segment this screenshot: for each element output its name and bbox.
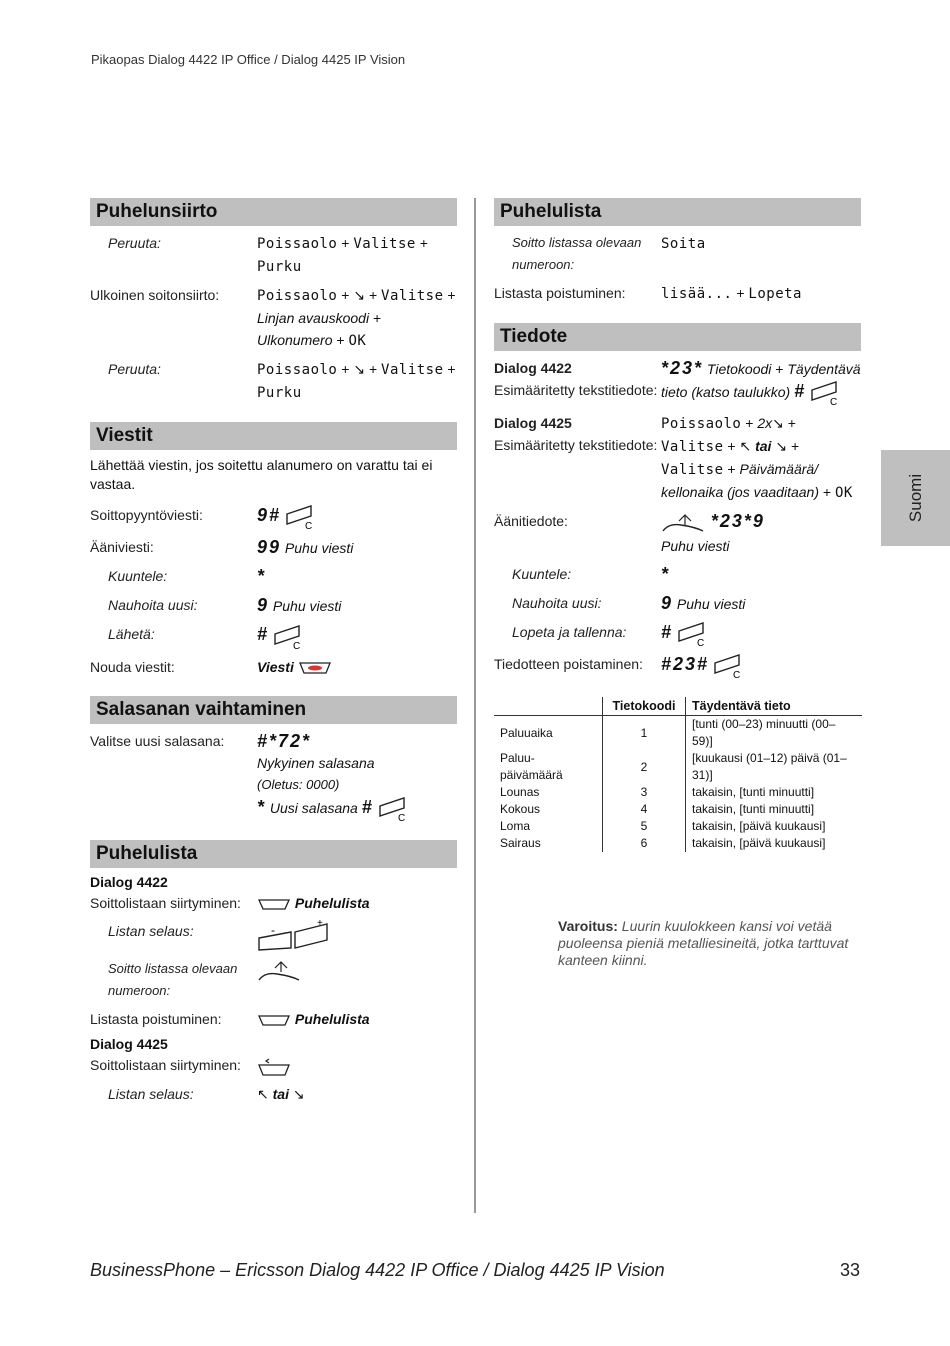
browse-row: Listan selaus: - + xyxy=(90,920,457,952)
svg-text:C: C xyxy=(292,640,301,650)
arrow-down-icon: ↘ xyxy=(775,438,788,455)
arrow-down-icon: ↘ xyxy=(353,361,366,377)
section-title-calllist-right: Puhelulista xyxy=(494,198,861,226)
notice-delete-row: Tiedotteen poistaminen: #23# C xyxy=(494,653,861,679)
table-row: Loma 5 takaisin, [päivä kuukausi] xyxy=(500,819,826,834)
table-row: Paluu-päivämäärä 2 [kuukausi (01–12) päivä (01–31)] xyxy=(500,751,847,783)
arrow-down-icon: ↘ xyxy=(772,415,784,432)
arrow-up-icon: ↖ xyxy=(739,438,752,455)
browse-4425-row: Listan selaus: ↖ tai ↘ xyxy=(108,1086,305,1103)
section-title-notice: Tiedote xyxy=(494,323,861,351)
enter-calllist-row: Soittolistaan siirtyminen: Puhelulista xyxy=(90,894,370,911)
message-key-icon xyxy=(298,660,332,676)
table-row: Kokous 4 takaisin, [tunti minuutti] xyxy=(500,802,815,817)
external-transfer-row: Ulkoinen soitonsiirto: Poissaolo + ↘ + Valitse + Linjan avauskoodi + Ulkonumero + OK xyxy=(90,287,456,349)
table-row: Lounas 3 takaisin, [tunti minuutti] xyxy=(500,785,815,800)
right-column xyxy=(494,198,861,852)
table-row: Paluuaika 1 [tunti (00–23) minuutti (00–59)] xyxy=(500,717,836,749)
call-from-list-row: Soitto listassa olevaan numeroon: xyxy=(90,958,457,1002)
callback-row: Soittopyyntöviesti: 9# C xyxy=(90,504,457,530)
info-code-table: Tietokoodi Täydentävä tieto Paluuaika 1 [tunti (00–23) minuutti (00–59)] Paluu-päivämäärä 2 [kuukausi (01–12) päivä (01–31)] Lounas 3 takaisin, [tunti minuutti] Kokous 4 takaisin, [tunti minuutti] Loma 5 takaisin, [päivä kuukausi] Sairaus 6 takaisin, [päivä kuukausi] xyxy=(494,697,862,852)
left-column xyxy=(90,198,457,1111)
dialog-4422-heading: Dialog 4422 xyxy=(90,873,168,890)
clear-key-icon xyxy=(285,504,315,530)
listen-row: Kuuntele: * xyxy=(108,566,267,587)
volume-keys-icon xyxy=(257,920,331,952)
section-title-calllist-left: Puhelulista xyxy=(90,840,457,868)
handset-off-hook-icon xyxy=(661,513,707,535)
section-title-messages: Viestit xyxy=(90,422,457,450)
clear-key-icon xyxy=(810,380,840,406)
clear-key-icon xyxy=(713,653,743,679)
handset-off-hook-icon xyxy=(257,958,303,984)
left-arrow-key-icon xyxy=(257,1055,291,1077)
language-tab: Suomi xyxy=(881,450,950,546)
svg-text:+: + xyxy=(317,919,323,929)
transfer-cancel-row: Peruuta: Poissaolo + Valitse + Purku xyxy=(108,235,428,275)
password-row: Valitse uusi salasana: #*72* Nykyinen salasana (Oletus: 0000) * Uusi salasana # C xyxy=(90,730,457,822)
clear-key-icon xyxy=(677,621,707,647)
page-number: 33 xyxy=(839,1260,860,1280)
notice-rerecord-row: Nauhoita uusi: 9 Puhu viesti xyxy=(512,592,746,613)
send-row: Lähetä: # C xyxy=(90,623,457,649)
warning-note: Varoitus: Luurin kuulokkeen kansi voi vetää puoleensa pieniä metalliesineitä, jotka tarttuvat kanteen kiinni. xyxy=(558,918,849,968)
page-header: Pikaopas Dialog 4422 IP Office / Dialog 4425 IP Vision xyxy=(91,52,406,67)
arrow-up-icon: ↖ xyxy=(257,1086,269,1103)
rerecord-row: Nauhoita uusi: 9 Puhu viesti xyxy=(108,595,342,616)
exit-calllist-row: Listasta poistuminen: Puhelulista xyxy=(90,1010,370,1027)
notice-4422-row: Dialog 4422 Esimääritetty tekstitiedote: *23* Tietokoodi + Täydentävä tieto (katso taulukko) # C xyxy=(494,358,861,407)
section-title-password: Salasanan vaihtaminen xyxy=(90,696,457,724)
notice-4425-row: Dialog 4425 Esimääritetty tekstitiedote: Poissaolo + 2x↘ + Valitse + ↖ tai ↘ + Valitse + Päivämäärä/ kellonaika (jos vaaditaan) + OK xyxy=(494,415,853,502)
svg-text:-: - xyxy=(271,922,275,937)
messages-description: Lähettää viestin, jos soitettu alanumero on varattu tai ei vastaa. xyxy=(90,457,433,492)
soft-key-icon xyxy=(257,897,291,911)
svg-text:C: C xyxy=(829,397,838,407)
clear-key-icon xyxy=(378,796,408,822)
dialog-4425-heading: Dialog 4425 xyxy=(90,1035,168,1052)
svg-text:C: C xyxy=(696,637,705,647)
voice-notice-row: Äänitiedote: *23*9 Puhu viesti xyxy=(494,511,765,554)
footer-title: BusinessPhone – Ericsson Dialog 4422 IP Office / Dialog 4425 IP Vision xyxy=(90,1260,665,1280)
arrow-down-icon: ↘ xyxy=(353,287,366,303)
column-divider xyxy=(474,198,476,1213)
retrieve-row: Nouda viestit: Viesti xyxy=(90,656,457,678)
voice-message-row: Ääniviesti: 99 Puhu viesti xyxy=(90,537,354,558)
clear-key-icon xyxy=(273,624,303,650)
enter-calllist-4425-row: Soittolistaan siirtyminen: xyxy=(90,1054,457,1077)
transfer-cancel2-row: Peruuta: Poissaolo + ↘ + Valitse + Purku xyxy=(108,361,456,401)
notice-save-row: Lopeta ja tallenna: # C xyxy=(494,621,861,647)
svg-text:C: C xyxy=(397,812,405,822)
soft-key-icon xyxy=(257,1013,291,1027)
table-row: Sairaus 6 takaisin, [päivä kuukausi] xyxy=(500,836,826,851)
call-list-number-row: Soitto listassa olevaan numeroon: Soita xyxy=(512,235,706,272)
arrow-down-icon: ↘ xyxy=(292,1086,305,1103)
exit-list-row: Listasta poistuminen: lisää... + Lopeta xyxy=(494,285,802,302)
svg-text:C: C xyxy=(304,521,313,531)
svg-text:C: C xyxy=(732,670,741,680)
notice-listen-row: Kuuntele: * xyxy=(512,563,671,584)
section-title-transfer: Puhelunsiirto xyxy=(90,198,457,226)
